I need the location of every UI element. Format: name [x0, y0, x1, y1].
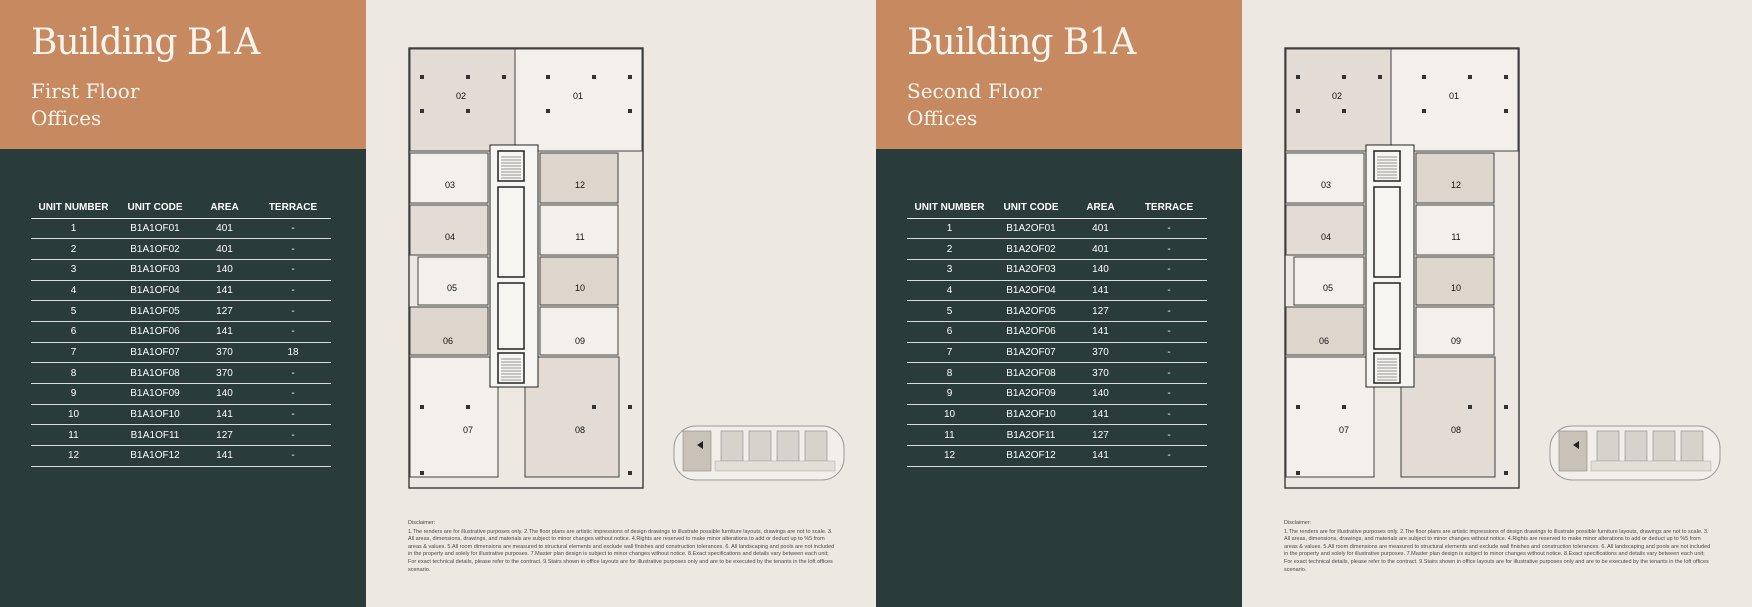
unit-01 — [515, 49, 642, 151]
unit-table — [907, 198, 1207, 467]
plan-panel — [366, 0, 876, 607]
cell-unit-number: 6 — [31, 321, 116, 342]
table-row — [31, 239, 331, 260]
subtitle-type: Offices — [907, 106, 978, 130]
cell-terrace: - — [255, 218, 331, 239]
title-block — [0, 0, 366, 149]
cell-area: 141 — [1070, 446, 1131, 467]
table-row — [31, 404, 331, 425]
cell-unit-code: B1A2OF08 — [992, 363, 1070, 384]
cell-unit-code: B1A2OF12 — [992, 446, 1070, 467]
header-unit-code: UNIT CODE — [116, 198, 194, 218]
cell-unit-number: 9 — [31, 384, 116, 405]
header-unit-code: UNIT CODE — [992, 198, 1070, 218]
page-subtitle — [907, 78, 1042, 132]
cell-area: 401 — [1070, 239, 1131, 260]
unit-label: 03 — [1320, 180, 1332, 190]
cell-unit-number: 7 — [31, 342, 116, 363]
cell-area: 127 — [1070, 425, 1131, 446]
unit-03 — [1286, 153, 1364, 203]
cell-unit-code: B1A1OF06 — [116, 321, 194, 342]
unit-label: 06 — [442, 336, 454, 346]
unit-11 — [1416, 205, 1494, 255]
cell-terrace: - — [255, 259, 331, 280]
unit-table — [31, 198, 331, 467]
cell-unit-code: B1A1OF09 — [116, 384, 194, 405]
cell-unit-code: B1A1OF01 — [116, 218, 194, 239]
cell-unit-number: 3 — [907, 259, 992, 280]
cell-area: 141 — [194, 404, 255, 425]
cell-unit-code: B1A1OF11 — [116, 425, 194, 446]
cell-terrace: - — [1131, 384, 1207, 405]
unit-02 — [410, 49, 515, 151]
cell-area: 141 — [194, 321, 255, 342]
unit-table-body — [907, 218, 1207, 466]
cell-area: 140 — [1070, 384, 1131, 405]
unit-09 — [540, 307, 618, 355]
cell-unit-code: B1A2OF07 — [992, 342, 1070, 363]
cell-terrace: - — [1131, 342, 1207, 363]
unit-label: 04 — [1320, 232, 1332, 242]
site-outline — [1550, 426, 1720, 480]
table-row — [31, 342, 331, 363]
table-row — [907, 280, 1207, 301]
disclaimer-text: 1.The renders are for illustrative purposes only. 2.The floor plans are artistic impressions of design drawings to illustrate possible furniture layouts, drawings are not to scale. 3. All areas, dimensions, drawings, and materials are subject to minor changes without notice. 4.Rights are reserved to make minor alterations to add or deduct up to %5 from areas & values. 5.All room dimensions are measured to structural elements and exclude wall finishes and construction tolerances. 6. All landscaping and pools are not included in the property and solely for illustrative purposes. 7.Master plan design is subject to minor changes without notice. 8.Exact specifications and details vary between each unit; For exact technical details, please refer to the contract. 9.Stairs shown in office layouts are for illustrative purposes only and are to be executed by the tenants in the loft offices scenario. — [408, 528, 835, 573]
cell-unit-number: 10 — [907, 404, 992, 425]
unit-label: 12 — [1450, 180, 1462, 190]
unit-07 — [1286, 357, 1374, 477]
unit-label: 11 — [575, 232, 585, 242]
cell-unit-number: 11 — [31, 425, 116, 446]
cell-unit-code: B1A1OF08 — [116, 363, 194, 384]
cell-unit-code: B1A1OF05 — [116, 301, 194, 322]
service-core — [490, 145, 538, 387]
subtitle-type: Offices — [31, 106, 102, 130]
table-row — [907, 239, 1207, 260]
unit-label: 04 — [444, 232, 456, 242]
cell-unit-code: B1A1OF12 — [116, 446, 194, 467]
unit-12 — [1416, 153, 1494, 203]
unit-label: 01 — [572, 91, 584, 101]
cell-unit-number: 1 — [907, 218, 992, 239]
unit-11 — [540, 205, 618, 255]
spread-second-floor — [876, 0, 1752, 607]
table-row — [907, 425, 1207, 446]
title-block — [876, 0, 1242, 149]
cell-unit-code: B1A1OF03 — [116, 259, 194, 280]
unit-08 — [1401, 357, 1495, 477]
cell-unit-number: 5 — [31, 301, 116, 322]
cell-terrace: - — [255, 384, 331, 405]
unit-10 — [1416, 257, 1494, 305]
cell-unit-code: B1A2OF01 — [992, 218, 1070, 239]
unit-12 — [540, 153, 618, 203]
cell-unit-number: 7 — [907, 342, 992, 363]
unit-08 — [525, 357, 619, 477]
cell-area: 127 — [194, 425, 255, 446]
cell-unit-number: 2 — [31, 239, 116, 260]
cell-area: 140 — [1070, 259, 1131, 280]
cell-unit-number: 8 — [31, 363, 116, 384]
unit-table-body — [31, 218, 331, 466]
table-row — [31, 363, 331, 384]
cell-unit-code: B1A2OF11 — [992, 425, 1070, 446]
header-terrace: TERRACE — [255, 198, 331, 218]
disclaimer — [1284, 520, 1712, 574]
cell-terrace: - — [255, 301, 331, 322]
disclaimer-title: Disclaimer: — [408, 520, 436, 526]
cell-terrace: 18 — [255, 342, 331, 363]
plan-panel — [1242, 0, 1752, 607]
cell-unit-code: B1A1OF02 — [116, 239, 194, 260]
table-row — [907, 342, 1207, 363]
header-area: AREA — [1070, 198, 1131, 218]
unit-05 — [1294, 257, 1364, 305]
cell-terrace: - — [255, 239, 331, 260]
cell-area: 141 — [1070, 404, 1131, 425]
cell-unit-number: 3 — [31, 259, 116, 280]
table-row — [31, 259, 331, 280]
table-row — [31, 321, 331, 342]
cell-unit-number: 6 — [907, 321, 992, 342]
cell-unit-code: B1A2OF02 — [992, 239, 1070, 260]
cell-terrace: - — [1131, 321, 1207, 342]
table-row — [907, 384, 1207, 405]
unit-06 — [410, 307, 488, 355]
cell-unit-number: 4 — [907, 280, 992, 301]
table-row — [907, 321, 1207, 342]
unit-label: 05 — [1322, 283, 1334, 293]
cell-area: 127 — [194, 301, 255, 322]
unit-01 — [1391, 49, 1518, 151]
cell-area: 370 — [1070, 363, 1131, 384]
cell-terrace: - — [1131, 259, 1207, 280]
unit-label: 02 — [455, 91, 467, 101]
cell-terrace: - — [1131, 404, 1207, 425]
disclaimer-title: Disclaimer: — [1284, 520, 1312, 526]
header-unit-number: UNIT NUMBER — [907, 198, 992, 218]
disclaimer — [408, 520, 836, 574]
cell-area: 370 — [1070, 342, 1131, 363]
subtitle-floor: Second Floor — [907, 79, 1042, 103]
cell-area: 140 — [194, 384, 255, 405]
unit-label: 09 — [574, 336, 586, 346]
cell-unit-code: B1A2OF04 — [992, 280, 1070, 301]
cell-terrace: - — [255, 446, 331, 467]
unit-label: 06 — [1318, 336, 1330, 346]
cell-area: 141 — [1070, 321, 1131, 342]
table-row — [907, 301, 1207, 322]
unit-07 — [410, 357, 498, 477]
table-row — [31, 384, 331, 405]
cell-unit-code: B1A1OF10 — [116, 404, 194, 425]
subtitle-floor: First Floor — [31, 79, 140, 103]
cell-area: 401 — [194, 239, 255, 260]
site-outline — [674, 426, 844, 480]
cell-terrace: - — [255, 280, 331, 301]
unit-02 — [1286, 49, 1391, 151]
key-plan — [671, 423, 848, 485]
unit-label: 11 — [1451, 232, 1461, 242]
cell-area: 141 — [194, 446, 255, 467]
table-row — [31, 446, 331, 467]
cell-area: 141 — [1070, 280, 1131, 301]
cell-terrace: - — [1131, 301, 1207, 322]
cell-area: 401 — [1070, 218, 1131, 239]
cell-unit-number: 12 — [31, 446, 116, 467]
unit-04 — [410, 205, 488, 255]
unit-label: 10 — [1450, 283, 1462, 293]
cell-unit-code: B1A1OF07 — [116, 342, 194, 363]
table-row — [907, 363, 1207, 384]
service-core — [1366, 145, 1414, 387]
table-row — [31, 301, 331, 322]
cell-area: 401 — [194, 218, 255, 239]
cell-unit-number: 5 — [907, 301, 992, 322]
cell-unit-number: 4 — [31, 280, 116, 301]
cell-terrace: - — [1131, 425, 1207, 446]
cell-unit-number: 1 — [31, 218, 116, 239]
cell-unit-number: 9 — [907, 384, 992, 405]
table-row — [31, 280, 331, 301]
header-unit-number: UNIT NUMBER — [31, 198, 116, 218]
table-row — [31, 425, 331, 446]
cell-unit-number: 11 — [907, 425, 992, 446]
cell-area: 370 — [194, 363, 255, 384]
unit-label: 02 — [1331, 91, 1343, 101]
cell-terrace: - — [1131, 239, 1207, 260]
unit-04 — [1286, 205, 1364, 255]
unit-03 — [410, 153, 488, 203]
unit-label: 07 — [1338, 425, 1350, 435]
unit-05 — [418, 257, 488, 305]
cell-unit-code: B1A2OF09 — [992, 384, 1070, 405]
cell-terrace: - — [1131, 446, 1207, 467]
page-subtitle — [31, 78, 139, 132]
unit-label: 12 — [574, 180, 586, 190]
table-row — [907, 404, 1207, 425]
cell-unit-code: B1A2OF05 — [992, 301, 1070, 322]
unit-label: 05 — [446, 283, 458, 293]
unit-09 — [1416, 307, 1494, 355]
key-plan — [1547, 423, 1724, 485]
unit-label: 10 — [574, 283, 586, 293]
unit-label: 08 — [574, 425, 586, 435]
cell-area: 141 — [194, 280, 255, 301]
header-area: AREA — [194, 198, 255, 218]
table-row — [31, 218, 331, 239]
page-title: Building B1A — [907, 22, 1136, 63]
unit-label: 01 — [1448, 91, 1460, 101]
unit-label: 08 — [1450, 425, 1462, 435]
unit-10 — [540, 257, 618, 305]
cell-terrace: - — [255, 425, 331, 446]
cell-area: 127 — [1070, 301, 1131, 322]
cell-unit-number: 8 — [907, 363, 992, 384]
cell-terrace: - — [1131, 218, 1207, 239]
table-row — [907, 218, 1207, 239]
cell-area: 370 — [194, 342, 255, 363]
cell-terrace: - — [255, 321, 331, 342]
unit-06 — [1286, 307, 1364, 355]
info-panel — [876, 0, 1242, 607]
cell-unit-code: B1A2OF06 — [992, 321, 1070, 342]
cell-terrace: - — [1131, 280, 1207, 301]
unit-label: 07 — [462, 425, 474, 435]
cell-terrace: - — [255, 404, 331, 425]
header-terrace: TERRACE — [1131, 198, 1207, 218]
page-title: Building B1A — [31, 22, 260, 63]
cell-unit-number: 2 — [907, 239, 992, 260]
floor-plan — [1284, 47, 1520, 490]
cell-unit-code: B1A2OF10 — [992, 404, 1070, 425]
table-row — [907, 446, 1207, 467]
floor-plan — [408, 47, 644, 490]
unit-label: 03 — [444, 180, 456, 190]
table-row — [907, 259, 1207, 280]
cell-unit-code: B1A2OF03 — [992, 259, 1070, 280]
info-panel — [0, 0, 366, 607]
cell-unit-number: 10 — [31, 404, 116, 425]
unit-label: 09 — [1450, 336, 1462, 346]
cell-terrace: - — [255, 363, 331, 384]
cell-area: 140 — [194, 259, 255, 280]
disclaimer-text: 1.The renders are for illustrative purposes only. 2.The floor plans are artistic impressions of design drawings to illustrate possible furniture layouts, drawings are not to scale. 3. All areas, dimensions, drawings, and materials are subject to minor changes without notice. 4.Rights are reserved to make minor alterations to add or deduct up to %5 from areas & values. 5.All room dimensions are measured to structural elements and exclude wall finishes and construction tolerances. 6. All landscaping and pools are not included in the property and solely for illustrative purposes. 7.Master plan design is subject to minor changes without notice. 8.Exact specifications and details vary between each unit; For exact technical details, please refer to the contract. 9.Stairs shown in office layouts are for illustrative purposes only and are to be executed by the tenants in the loft offices scenario. — [1284, 528, 1711, 573]
cell-unit-number: 12 — [907, 446, 992, 467]
cell-terrace: - — [1131, 363, 1207, 384]
cell-unit-code: B1A1OF04 — [116, 280, 194, 301]
